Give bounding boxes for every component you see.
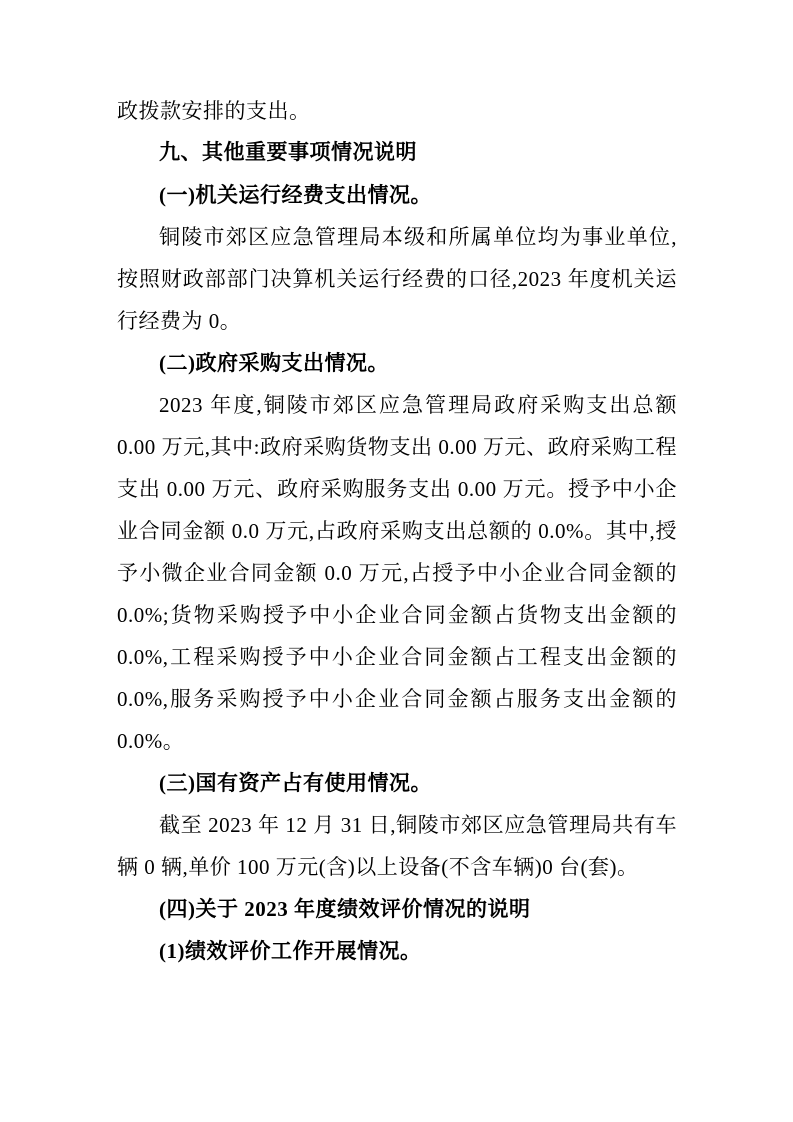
body-paragraph-government-procurement: 2023 年度,铜陵市郊区应急管理局政府采购支出总额 0.00 万元,其中:政府采购货物支出 0.00 万元、政府采购工程支出 0.00 万元、政府采购服务支出 0.00 万元。授予中小企业合同金额 0.0 万元,占政府采购支出总额的 0.0%。其中,授予小微企业合同金额 0.0 万元,占授予中小企业合同金额的 0.0%;货物采购授予中小企业合同金额占货物支出金额的 0.0%,工程采购授予中小企业合同金额占工程支出金额的 0.0%,服务采购授予中小企业合同金额占服务支出金额的 0.0%。 [117,393,677,753]
section-heading-nine: 九、其他重要事项情况说明 [159,141,417,164]
paragraph-continuation: 政拨款安排的支出。 [117,99,311,123]
subsection-heading-2-government-procurement: (二)政府采购支出情况。 [159,351,389,375]
document-text-block [117,90,677,972]
body-paragraph-state-owned-assets: 截至 2023 年 12 月 31 日,铜陵市郊区应急管理局共有车辆 0 辆,单价 100 万元(含)以上设备(不含车辆)0 台(套)。 [117,813,677,879]
subsection-heading-4-performance-evaluation: (四)关于 2023 年度绩效评价情况的说明 [159,897,531,921]
body-paragraph-operating-expenses: 铜陵市郊区应急管理局本级和所属单位均为事业单位,按照财政部部门决算机关运行经费的口径,2023 年度机关运行经费为 0。 [117,225,677,333]
sub-subsection-heading-performance-evaluation-work: (1)绩效评价工作开展情况。 [159,939,422,963]
subsection-heading-3-state-owned-assets: (三)国有资产占有使用情况。 [159,771,432,795]
subsection-heading-1-agency-operating-expenses: (一)机关运行经费支出情况。 [159,183,432,207]
